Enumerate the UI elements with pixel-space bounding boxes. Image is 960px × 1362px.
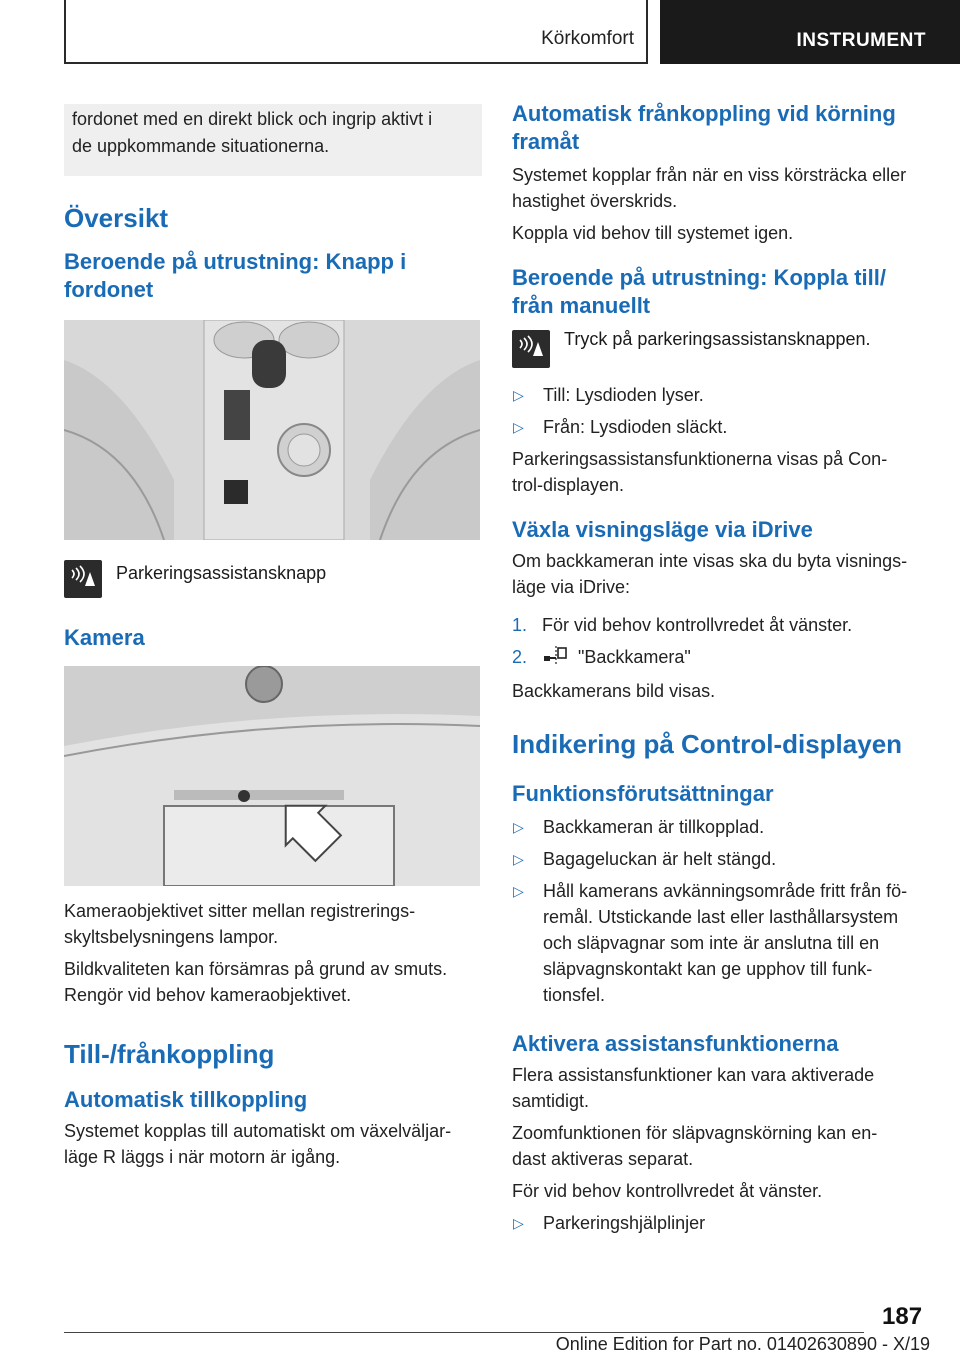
bullet-marker: ▷ bbox=[513, 1215, 524, 1231]
heading-vaxla: Växla visningsläge via iDrive bbox=[512, 517, 813, 542]
kamera-para-1-line-1: Kameraobjektivet sitter mellan registrerings- bbox=[64, 901, 416, 921]
rear-camera-photo bbox=[64, 666, 480, 886]
step-item bbox=[512, 644, 930, 670]
for-vid-para: För vid behov kontrollvredet åt vänster. bbox=[512, 1181, 823, 1201]
auto-fran-para-2: Koppla vid behov till systemet igen. bbox=[512, 223, 794, 243]
heading-indikering: Indikering på Control-displayen bbox=[512, 729, 903, 759]
header-section-tab bbox=[660, 0, 960, 64]
funktion-line-2: trol-displayen. bbox=[512, 475, 625, 495]
heading-automatisk-tillkoppling: Automatisk tillkoppling bbox=[64, 1087, 308, 1112]
heading-kamera: Kamera bbox=[64, 625, 145, 650]
list-item-line: och släpvagnar som inte är anslutna till en bbox=[543, 933, 880, 953]
kamera-para-1 bbox=[64, 898, 482, 950]
auto-fran-para-1 bbox=[512, 162, 930, 214]
console-illustration bbox=[64, 320, 480, 540]
auto-fran-p1-line-1: Systemet kopplar från när en viss körsträcka eller bbox=[512, 165, 907, 185]
vaxla-para bbox=[512, 548, 930, 600]
header-chapter-box bbox=[64, 0, 648, 64]
heading-aktivera: Aktivera assistansfunktionerna bbox=[512, 1031, 839, 1056]
header-chapter-label: Körkomfort bbox=[541, 28, 634, 49]
heading-oversikt: Översikt bbox=[64, 203, 169, 233]
step-item bbox=[512, 612, 930, 638]
heading-knapp-line-2: fordonet bbox=[64, 277, 154, 302]
step-text: För vid behov kontrollvredet åt vänster. bbox=[542, 615, 853, 635]
funktion-para bbox=[512, 446, 930, 498]
list-item-text: Bagageluckan är helt stängd. bbox=[543, 849, 777, 869]
heading-knapp bbox=[64, 248, 482, 304]
bullet-marker: ▷ bbox=[513, 883, 524, 899]
kamera-para-2 bbox=[64, 956, 482, 1008]
intro-text-line-2: de uppkommande situationerna. bbox=[72, 136, 330, 156]
intro-note-box bbox=[64, 104, 482, 176]
caption-knapp-row bbox=[64, 560, 482, 598]
list-item bbox=[512, 878, 930, 1008]
bullet-marker: ▷ bbox=[513, 819, 524, 835]
zoom-line-2: dast aktiveras separat. bbox=[512, 1149, 694, 1169]
aktivera-line-2: samtidigt. bbox=[512, 1091, 590, 1111]
footer-divider bbox=[64, 1332, 864, 1333]
heading-auto-fran-line-1: Automatisk frånkoppling vid körning bbox=[512, 101, 896, 126]
requirements-list bbox=[512, 814, 930, 1008]
kamera-para-2-line-1: Bildkvaliteten kan försämras på grund av smuts. bbox=[64, 959, 448, 979]
intro-text-line-1: fordonet med en direkt blick och ingrip aktivt i bbox=[72, 109, 433, 129]
tryck-row bbox=[512, 326, 930, 368]
kamera-para-2-line-2: Rengör vid behov kameraobjektivet. bbox=[64, 985, 352, 1005]
console-button-photo bbox=[64, 320, 480, 540]
rear-camera-illustration bbox=[64, 666, 480, 886]
bullet-marker: ▷ bbox=[513, 851, 524, 867]
heading-knapp-line-1: Beroende på utrustning: Knapp i bbox=[64, 249, 407, 274]
auto-till-para bbox=[64, 1118, 482, 1170]
parking-assist-icon bbox=[64, 560, 102, 598]
bullet-marker: ▷ bbox=[513, 419, 524, 435]
list-item bbox=[512, 414, 930, 440]
step-number: 2. bbox=[512, 647, 528, 667]
led-status-list bbox=[512, 382, 930, 440]
heading-manuellt-line-1: Beroende på utrustning: Koppla till/ bbox=[512, 265, 886, 290]
list-item-line: Håll kamerans avkänningsområde fritt från fö- bbox=[543, 881, 908, 901]
left-column bbox=[64, 104, 482, 1170]
backkamera-icon bbox=[542, 644, 570, 666]
list-item bbox=[512, 846, 930, 872]
list-item-text bbox=[543, 878, 907, 1008]
list-item-text: Från: Lysdioden släckt. bbox=[543, 417, 728, 437]
page-number: 187 bbox=[882, 1303, 923, 1330]
list-item-text: Backkameran är tillkopplad. bbox=[543, 817, 765, 837]
list-item-line: släpvagnskontakt kan ge upphov till funk- bbox=[543, 959, 873, 979]
auto-till-line-2: läge R läggs i när motorn är igång. bbox=[64, 1147, 341, 1167]
heading-auto-fran-line-2: framåt bbox=[512, 129, 580, 154]
heading-funktionsforutsattningar: Funktionsförutsättningar bbox=[512, 781, 774, 806]
vaxla-line-1: Om backkameran inte visas ska du byta visnings- bbox=[512, 551, 908, 571]
auto-fran-p1-line-2: hastighet överskrids. bbox=[512, 191, 678, 211]
zoom-line-1: Zoomfunktionen för släpvagnskörning kan en- bbox=[512, 1123, 878, 1143]
aktivera-line-1: Flera assistansfunktioner kan vara aktiverade bbox=[512, 1065, 875, 1085]
bullet-marker: ▷ bbox=[513, 387, 524, 403]
caption-knapp: Parkeringsassistansknapp bbox=[116, 563, 327, 583]
list-item-text: Till: Lysdioden lyser. bbox=[543, 385, 704, 405]
aktivera-para bbox=[512, 1062, 930, 1114]
heading-manuellt bbox=[512, 264, 930, 320]
list-item bbox=[512, 1210, 930, 1236]
list-item bbox=[512, 382, 930, 408]
auto-till-line-1: Systemet kopplas till automatiskt om växelväljar- bbox=[64, 1121, 452, 1141]
right-column bbox=[512, 100, 930, 1236]
funktion-line-1: Parkeringsassistansfunktionerna visas på Con- bbox=[512, 449, 888, 469]
heading-manuellt-line-2: från manuellt bbox=[512, 293, 651, 318]
step-number: 1. bbox=[512, 615, 528, 635]
list-item bbox=[512, 814, 930, 840]
zoom-para bbox=[512, 1120, 930, 1172]
header-section-label: INSTRUMENT bbox=[796, 30, 926, 51]
list-item-line: tionsfel. bbox=[543, 985, 606, 1005]
footer-edition: Online Edition for Part no. 01402630890 - X/19 bbox=[555, 1334, 930, 1354]
backkamera-bild-para: Backkamerans bild visas. bbox=[512, 681, 716, 701]
vaxla-line-2: läge via iDrive: bbox=[512, 577, 631, 597]
steps-list bbox=[512, 612, 930, 670]
list-item-text: Parkeringshjälplinjer bbox=[543, 1213, 706, 1233]
heading-till-frankoppling: Till-/frånkoppling bbox=[64, 1039, 275, 1069]
parking-assist-button-icon bbox=[512, 330, 550, 368]
list-item-line: remål. Utstickande last eller lasthållarsystem bbox=[543, 907, 899, 927]
kamera-para-1-line-2: skyltsbelysningens lampor. bbox=[64, 927, 279, 947]
heading-automatisk-frankoppling bbox=[512, 100, 930, 156]
step-text: "Backkamera" bbox=[578, 647, 691, 667]
tryck-text: Tryck på parkeringsassistansknappen. bbox=[564, 329, 871, 349]
